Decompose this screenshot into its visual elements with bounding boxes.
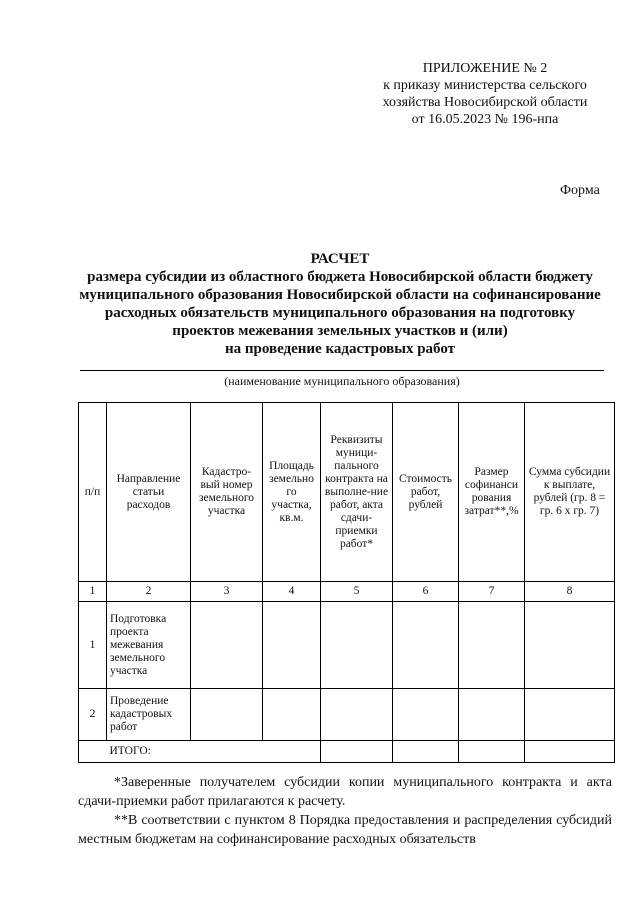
appendix-header <box>360 60 610 128</box>
title-line: проектов межевания земельных участков и (или) <box>172 323 508 339</box>
footnote-1: *Заверенные получателем субсидии копии муниципального контракта и акта сдачи-приемки работ прилагаются к расчету. <box>78 775 612 809</box>
header-cell-cost: Стоимость работ, рублей <box>393 403 459 582</box>
column-number: 1 <box>79 582 107 602</box>
row-number: 1 <box>79 602 107 689</box>
cofinancing-cell[interactable] <box>459 689 525 741</box>
municipality-name-line[interactable] <box>80 370 604 371</box>
cost-cell[interactable] <box>393 602 459 689</box>
column-number: 8 <box>525 582 615 602</box>
column-number: 5 <box>321 582 393 602</box>
column-number: 2 <box>107 582 191 602</box>
appendix-number: ПРИЛОЖЕНИЕ № 2 <box>422 61 548 76</box>
document-title <box>60 250 620 358</box>
column-number: 6 <box>393 582 459 602</box>
subsidy-cell[interactable] <box>525 689 615 741</box>
header-cell-contract: Реквизиты муници-пального контракта на выполне-ние работ, акта сдачи-приемки работ* <box>321 403 393 582</box>
total-contract-cell <box>321 741 393 763</box>
header-cell-num: п/п <box>79 403 107 582</box>
header-cell-cadastral: Кадастро-вый номер земельного участка <box>191 403 263 582</box>
column-number-row <box>79 582 615 602</box>
area-cell[interactable] <box>263 689 321 741</box>
title-line: на проведение кадастровых работ <box>224 341 456 357</box>
total-label: ИТОГО: <box>107 741 321 763</box>
form-label: Форма <box>560 183 600 198</box>
row-direction: Проведение кадастровых работ <box>107 689 191 741</box>
header-cell-area: Площадь земельно го участка, кв.м. <box>263 403 321 582</box>
cofinancing-cell[interactable] <box>459 602 525 689</box>
total-cost-cell[interactable] <box>393 741 459 763</box>
footnotes <box>78 773 612 849</box>
title-line: размера субсидии из областного бюджета Новосибирской области бюджету <box>87 269 593 285</box>
appendix-ministry-line: хозяйства Новосибирской области <box>382 95 588 110</box>
total-spacer <box>79 741 107 763</box>
table-row <box>79 689 615 741</box>
header-cell-subsidy: Сумма субсидии к выплате, рублей (гр. 8 = гр. 6 х гр. 7) <box>525 403 615 582</box>
total-subsidy-cell[interactable] <box>525 741 615 763</box>
title-heading: РАСЧЕТ <box>310 251 370 267</box>
header-cell-direction: Направление статьи расходов <box>107 403 191 582</box>
subsidy-cell[interactable] <box>525 602 615 689</box>
table-row <box>79 602 615 689</box>
total-cofinancing-cell <box>459 741 525 763</box>
calculation-table <box>78 402 615 763</box>
cadastral-number-cell[interactable] <box>191 689 263 741</box>
row-direction: Подготовка проекта межевания земельного участка <box>107 602 191 689</box>
title-line: муниципального образования Новосибирской области на софинансирование <box>79 287 601 303</box>
area-cell[interactable] <box>263 602 321 689</box>
column-number: 7 <box>459 582 525 602</box>
column-number: 3 <box>191 582 263 602</box>
row-number: 2 <box>79 689 107 741</box>
appendix-order-line: к приказу министерства сельского <box>383 78 587 93</box>
footnote-2: **В соответствии с пунктом 8 Порядка предоставления и распределения субсидий местным бюджетам на софинансирование расходных обязательств <box>78 813 612 847</box>
title-line: расходных обязательств муниципального образования на подготовку <box>104 305 576 321</box>
cost-cell[interactable] <box>393 689 459 741</box>
column-number: 4 <box>263 582 321 602</box>
contract-details-cell[interactable] <box>321 602 393 689</box>
cadastral-number-cell[interactable] <box>191 602 263 689</box>
municipality-name-caption: (наименование муниципального образования) <box>224 374 460 388</box>
contract-details-cell[interactable] <box>321 689 393 741</box>
table-header-row <box>79 403 615 582</box>
total-row <box>79 741 615 763</box>
appendix-date-line: от 16.05.2023 № 196-нпа <box>411 112 559 127</box>
header-cell-cofinancing: Размер софинанси рования затрат**,% <box>459 403 525 582</box>
